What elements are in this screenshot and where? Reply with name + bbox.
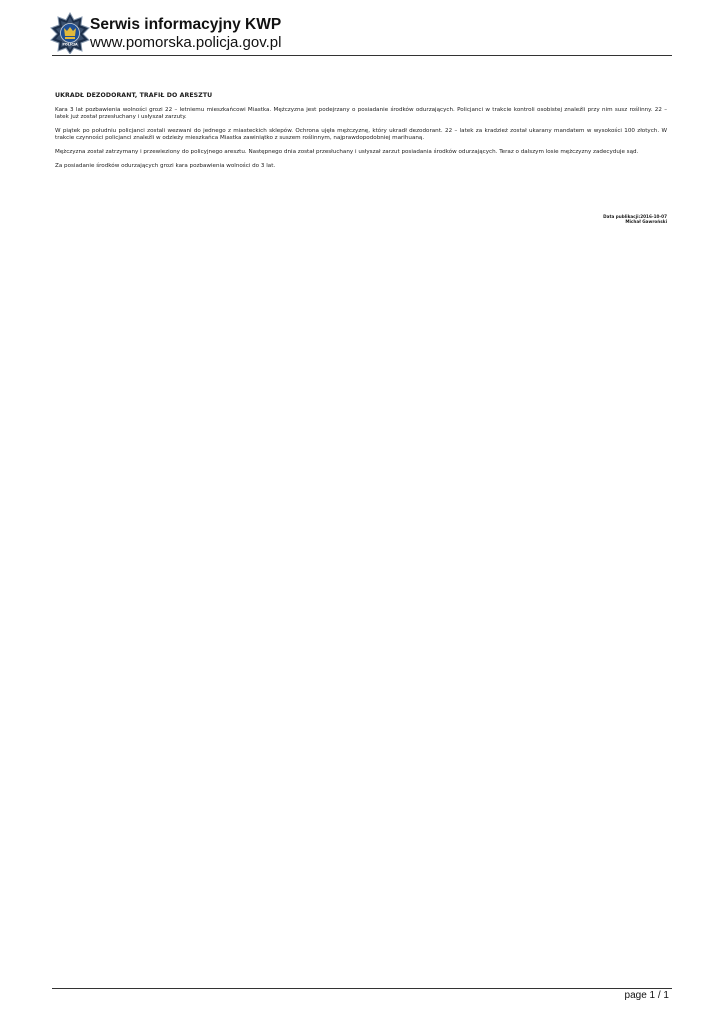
publication-meta [603, 214, 667, 224]
police-star-logo [50, 12, 90, 54]
author-name: Michał Gawroński [625, 219, 667, 225]
site-title: Serwis informacyjny KWP [90, 16, 282, 33]
site-url: www.pomorska.policja.gov.pl [90, 34, 282, 51]
publication-date: Data publikacji:2016-10-07 [603, 214, 667, 219]
footer-divider [52, 988, 672, 989]
article-paragraph: Za posiadanie środków odurzających grozi kara pozbawienia wolności do 3 lat. [55, 163, 276, 170]
article-paragraph: Mężczyzna został zatrzymany i przewieziony do policyjnego aresztu. Następnego dnia został przesłuchany i usłyszał zarzut posiadania środków odurzających. Teraz o dalszym losie mężczyzny zadecyduje sąd. [55, 149, 639, 156]
header-divider [52, 55, 672, 56]
article-paragraph: Kara 3 lat pozbawienia wolności grozi 22 – letniemu mieszkańcowi Miastka. Mężczyzna jest podejrzany o posiadanie środków odurzających. Policjanci w trakcie kontroli osobistej znaleźli przy nim susz roślinny. 22 – latek już został przesłuchany i usłyszał zarzuty. [55, 107, 667, 121]
article-paragraph: W piątek po południu policjanci zostali wezwani do jednego z miasteckich sklepów. Ochrona ujęła mężczyznę, który ukradł dezodorant. 22 – latek za kradzież został ukarany mandatem w wysokości 100 złotych. W trakcie czynności policjanci znaleźli w odzieży mieszkańca Miastka zawiniątko z suszem roślinnym, najprawdopodobniej marihuaną. [55, 128, 667, 142]
article [55, 92, 667, 177]
page-header [50, 12, 675, 58]
logo-text: POLICJA [62, 42, 78, 47]
article-title: UKRADŁ DEZODORANT, TRAFIŁ DO ARESZTU [55, 92, 213, 99]
page-number: page 1 / 1 [624, 990, 669, 1001]
